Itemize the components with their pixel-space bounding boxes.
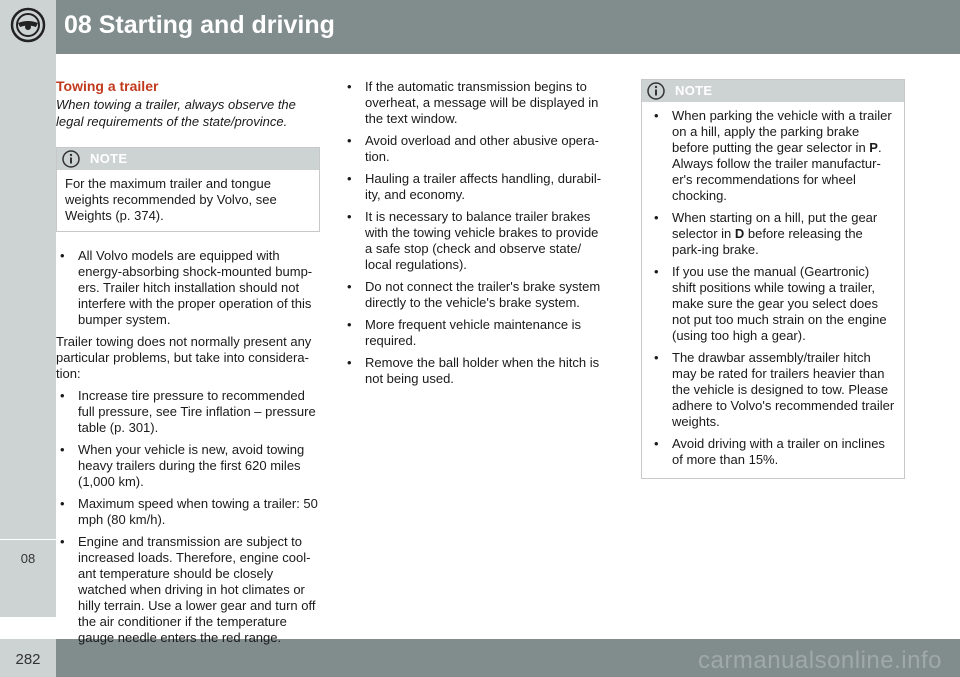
column-1 (56, 78, 320, 646)
list-item: • All Volvo models are equipped with energy-absorbing shock-mounted bump-ers. Trailer hitch installation should not interfere with the proper operation of this bumper system. (56, 248, 320, 328)
note-header (57, 148, 319, 170)
list-item: • It is necessary to balance trailer brakes with the towing vehicle brakes to provide a safe stop (check and observe state/ local regulations). (343, 209, 609, 273)
gear-letter: P (869, 140, 878, 155)
list-item: • Engine and transmission are subject to increased loads. Therefore, engine cool-ant temperature should be closely watched when driving in hot climates or hilly terrain. Use a lower gear and turn off the air conditioner if the temperature gauge needle enters the red range. (56, 534, 320, 646)
info-icon (647, 82, 665, 100)
steering-wheel-icon (10, 7, 46, 43)
bullet-list (56, 388, 320, 646)
list-item: • If the automatic transmission begins to overheat, a message will be displayed in the text window. (343, 79, 609, 127)
page-number-box (0, 639, 56, 677)
list-item: • The drawbar assembly/trailer hitch may be rated for trailers heavier than the vehicle is designed to tow. Please adhere to Volvo's recommended trailer weights. (650, 350, 896, 430)
bullet-list (650, 108, 896, 468)
note-box (641, 79, 905, 479)
chapter-title: 08 Starting and driving (64, 11, 335, 39)
list-item (650, 108, 896, 204)
list-item: • More frequent vehicle maintenance is required. (343, 317, 609, 349)
list-item: • Avoid driving with a trailer on inclines of more than 15%. (650, 436, 896, 468)
item-text: . Always follow the trailer manufactur-er's recommendations for wheel chocking. (672, 140, 882, 203)
list-item: • Remove the ball holder when the hitch is not being used. (343, 355, 609, 387)
intro-text: When towing a trailer, always observe the legal requirements of the state/province. (56, 97, 296, 129)
list-item: • Maximum speed when towing a trailer: 50 mph (80 km/h). (56, 496, 320, 528)
body-paragraph: Trailer towing does not normally present any particular problems, but take into considera-tion: (56, 334, 312, 381)
bullet-list (343, 79, 609, 387)
chapter-tab-label: 08 (20, 551, 36, 566)
list-item: • Hauling a trailer affects handling, durabil-ity, and economy. (343, 171, 609, 203)
page-header (0, 0, 960, 54)
watermark: carmanualsonline.info (698, 647, 942, 674)
item-text: When parking the vehicle with a trailer on a hill, apply the parking brake before putting the gear selector in (672, 108, 892, 155)
list-item: • Do not connect the trailer's brake system directly to the vehicle's brake system. (343, 279, 609, 311)
item-text: When starting on a hill, put the gear selector in (672, 210, 878, 241)
item-text: before releasing the park-ing brake. (672, 226, 863, 257)
list-item: • Increase tire pressure to recommended full pressure, see Tire inflation – pressure table (p. 301). (56, 388, 320, 436)
list-item: • When your vehicle is new, avoid towing heavy trailers during the first 620 miles (1,000 km). (56, 442, 320, 490)
list-item: • Avoid overload and other abusive opera-tion. (343, 133, 609, 165)
list-item (650, 210, 896, 258)
note-text: For the maximum trailer and tongue weights recommended by Volvo, see Weights (p. 374). (65, 176, 277, 223)
note-label: NOTE (675, 83, 713, 98)
bullet-list (56, 248, 320, 328)
note-content (642, 102, 904, 478)
gear-letter: D (734, 226, 745, 241)
page-number: 282 (15, 651, 41, 668)
chapter-logo (0, 0, 56, 54)
note-header (642, 80, 904, 102)
info-icon (62, 150, 80, 168)
note-box (56, 147, 320, 232)
column-3 (641, 79, 905, 479)
note-label: NOTE (90, 151, 128, 166)
list-item: • If you use the manual (Geartronic) shift positions while towing a trailer, make sure the gear you select does not put too much strain on the engine (using too high a gear). (650, 264, 896, 344)
sidebar (0, 54, 56, 617)
column-2 (343, 79, 609, 387)
section-title: Towing a trailer (56, 78, 159, 94)
